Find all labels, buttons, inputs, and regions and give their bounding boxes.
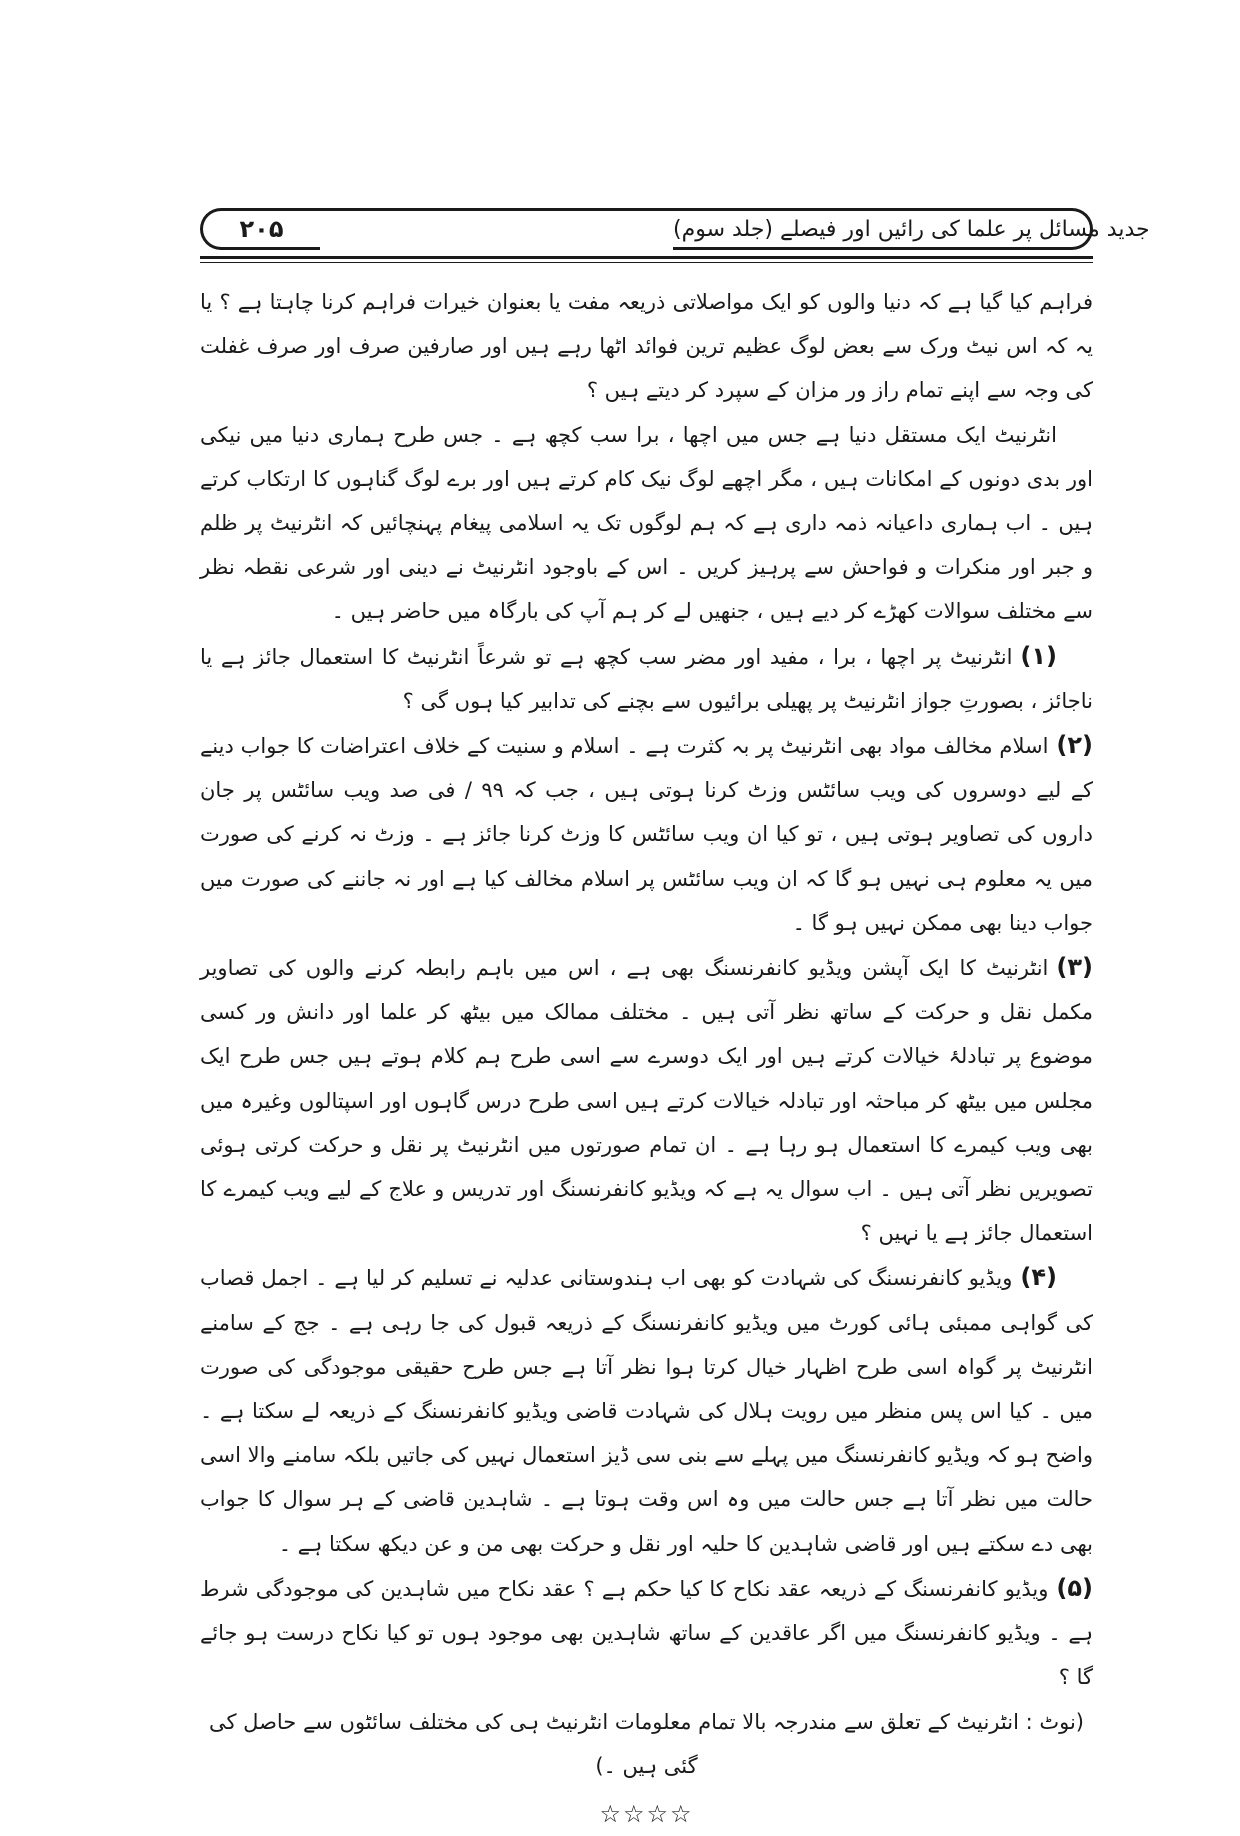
question-number: (۳): [1056, 953, 1093, 982]
question-5: [200, 1566, 1093, 1700]
question-number: (۱): [1020, 641, 1057, 670]
question-text: انٹرنیٹ پر اچھا ، برا ، مفید اور مضر سب کچھ ہے تو شرعاً انٹرنیٹ کا استعمال جائز ہے یا ناجائز ، بصورتِ جواز انٹرنیٹ پر پھیلی برائیوں سے بچنے کی تدابیر کیا ہوں گی ؟: [200, 644, 1093, 713]
header-rule-thin: [200, 262, 1093, 263]
intro-paragraph-1: فراہم کیا گیا ہے کہ دنیا والوں کو ایک مواصلاتی ذریعہ مفت یا بعنوان خیرات فراہم کرنا چاہتا ہے ؟ یا یہ کہ اس نیٹ ورک سے بعض لوگ عظیم ترین فوائد اٹھا رہے ہیں اور صارفین صرف اور صرف غفلت کی وجہ سے اپنے تمام راز ور مزان کے سپرد کر دیتے ہیں ؟: [200, 290, 1093, 403]
page-number: ۲۰۵: [239, 215, 284, 243]
question-number: (۵): [1056, 1573, 1093, 1602]
intro-paragraph-2: انٹرنیٹ ایک مستقل دنیا ہے جس میں اچھا ، برا سب کچھ ہے ۔ جس طرح ہماری دنیا میں نیکی اور بدی دونوں کے امکانات ہیں ، مگر اچھے لوگ نیک کام کرتے ہیں اور برے لوگ گناہوں کا ارتکاب کرتے ہیں ۔ اب ہماری داعیانہ ذمہ داری ہے کہ ہم لوگوں تک یہ اسلامی پیغام پہنچائیں کہ انٹرنیٹ پر ظلم و جبر اور منکرات و فواحش سے پرہیز کریں ۔ اس کے باوجود انٹرنیٹ نے دینی اور شرعی نقطہ نظر سے مختلف سوالات کھڑے کر دیے ہیں ، جنھیں لے کر ہم آپ کی بارگاہ میں حاضر ہیں ۔: [200, 422, 1093, 624]
question-3: [200, 945, 1093, 1255]
question-text: انٹرنیٹ کا ایک آپشن ویڈیو کانفرنسنگ بھی ہے ، اس میں باہم رابطہ کرنے والوں کی تصاویر مکمل نقل و حرکت کے ساتھ نظر آتی ہیں ۔ مختلف ممالک میں بیٹھ کر علما اور دانش ور کسی موضوع پر تبادلۂ خیالات کرتے ہیں اور ایک دوسرے سے اسی طرح ہم کلام ہوتے ہیں جس طرح ایک مجلس میں بیٹھ کر مباحثہ اور تبادلہ خیالات کرتے ہیں اسی طرح درس گاہوں اور اسپتالوں وغیرہ میں بھی ویب کیمرے کا استعمال ہو رہا ہے ۔ ان تمام صورتوں میں انٹرنیٹ پر نقل و حرکت کرتی ہوئی تصویریں نظر آتی ہیں ۔ اب سوال یہ ہے کہ ویڈیو کانفرنسنگ اور تدریس و علاج کے لیے ویب کیمرے کا استعمال جائز ہے یا نہیں ؟: [200, 956, 1093, 1246]
running-title-box: [673, 208, 1150, 250]
question-number: (۴): [1020, 1263, 1057, 1292]
section-end-stars: ☆☆☆☆: [599, 1799, 694, 1828]
footnote: (نوٹ : انٹرنیٹ کے تعلق سے مندرجہ بالا تمام معلومات انٹرنیٹ ہی کی مختلف سائٹوں سے حاصل کی گئی ہیں ۔): [208, 1709, 1084, 1778]
page-body: [200, 280, 1093, 1836]
question-4: [200, 1255, 1093, 1565]
page-header: [200, 200, 1150, 276]
question-number: (۲): [1056, 731, 1093, 760]
question-text: ویڈیو کانفرنسنگ کے ذریعہ عقد نکاح کا کیا حکم ہے ؟ عقد نکاح میں شاہدین کی موجودگی شرط ہے ۔ ویڈیو کانفرنسنگ میں اگر عاقدین کے ساتھ شاہدین بھی موجود ہوں تو کیا نکاح درست ہو جائے گا ؟: [200, 1576, 1093, 1690]
running-title: جدید مسائل پر علما کی رائیں اور فیصلے (جلد سوم): [673, 216, 1150, 242]
question-text: ویڈیو کانفرنسنگ کی شہادت کو بھی اب ہندوستانی عدلیہ نے تسلیم کر لیا ہے ۔ اجمل قصاب کی گواہی ممبئی ہائی کورٹ میں ویڈیو کانفرنسنگ کے ذریعہ قبول کی جا رہی ہے ۔ جج کے سامنے انٹرنیٹ پر گواہ اسی طرح اظہار خیال کرتا ہوا نظر آتا ہے جس طرح حقیقی موجودگی کی صورت میں ۔ کیا اس پس منظر میں رویت ہلال کی شہادت قاضی ویڈیو کانفرنسنگ کے ذریعہ لے سکتا ہے ۔ واضح ہو کہ ویڈیو کانفرنسنگ میں پہلے سے بنی سی ڈیز استعمال نہیں کی جاتیں بلکہ سامنے والا اسی حالت میں نظر آتا ہے جس حالت میں وہ اس وقت ہوتا ہے ۔ شاہدین قاضی کے ہر سوال کا جواب بھی دے سکتے ہیں اور قاضی شاہدین کا حلیہ اور نقل و حرکت بھی من و عن دیکھ سکتا ہے ۔: [200, 1266, 1093, 1556]
question-2: [200, 723, 1093, 945]
question-text: اسلام مخالف مواد بھی انٹرنیٹ پر بہ کثرت ہے ۔ اسلام و سنیت کے خلاف اعتراضات کا جواب دینے کے لیے دوسروں کی ویب سائٹس وزٹ کرنا ہوتی ہیں ، جب کہ ۹۹ / فی صد ویب سائٹس پر جان داروں کی تصاویر ہوتی ہیں ، تو کیا ان ویب سائٹس کا وزٹ کرنا جائز ہے ۔ وزٹ نہ کرنے کی صورت میں یہ معلوم ہی نہیں ہو گا کہ ان ویب سائٹس پر اسلام مخالف کیا ہے اور نہ جاننے کی صورت میں جواب دینا بھی ممکن نہیں ہو گا ۔: [200, 734, 1093, 935]
header-rule-thick: [200, 256, 1093, 259]
question-1: [200, 634, 1093, 723]
header-top-line: [318, 208, 673, 211]
page-number-box: [200, 208, 320, 250]
